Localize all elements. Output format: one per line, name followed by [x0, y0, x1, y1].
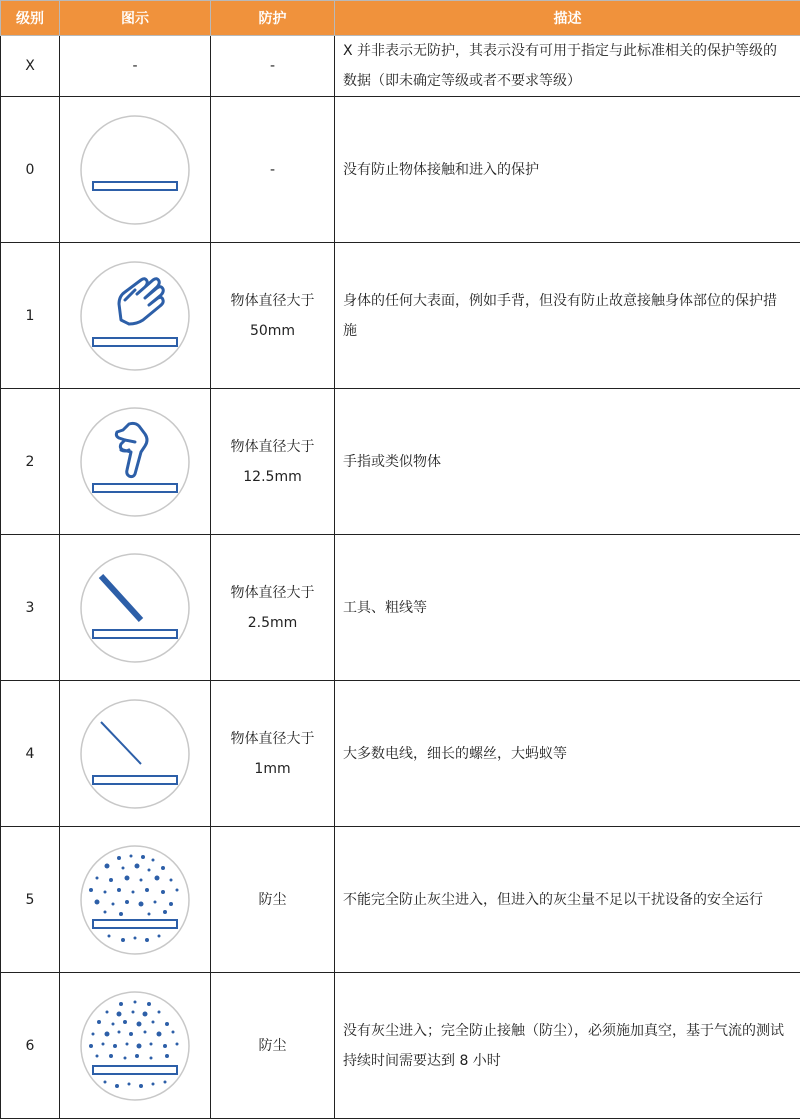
header-protection: 防护	[211, 1, 335, 36]
table-row	[1, 827, 800, 973]
level-cell: 1	[1, 243, 60, 389]
description-cell: 手指或类似物体	[335, 389, 800, 535]
level-cell: X	[1, 36, 60, 97]
table-row	[1, 535, 800, 681]
table-row	[1, 36, 800, 97]
pictogram-cell	[60, 535, 211, 681]
level-cell: 2	[1, 389, 60, 535]
level-cell: 5	[1, 827, 60, 973]
pictogram-cell	[60, 973, 211, 1119]
thin-wire-icon	[79, 698, 191, 810]
table-header-row	[1, 1, 800, 36]
pictogram-cell	[60, 97, 211, 243]
pictogram-cell: -	[60, 36, 211, 97]
hand-icon	[79, 260, 191, 372]
level-cell: 4	[1, 681, 60, 827]
table-row	[1, 243, 800, 389]
header-pictogram: 图示	[60, 1, 211, 36]
thick-tool-icon	[79, 552, 191, 664]
pictogram-cell	[60, 243, 211, 389]
table-row	[1, 389, 800, 535]
description-cell: 没有灰尘进入；完全防止接触（防尘），必须施加真空，基于气流的测试持续时间需要达到 8 小时	[335, 973, 800, 1119]
description-cell: 没有防止物体接触和进入的保护	[335, 97, 800, 243]
pictogram-cell	[60, 681, 211, 827]
description-cell: 不能完全防止灰尘进入，但进入的灰尘量不足以干扰设备的安全运行	[335, 827, 800, 973]
protection-cell: 物体直径大于 1mm	[211, 681, 335, 827]
description-cell: 身体的任何大表面，例如手背，但没有防止故意接触身体部位的保护措施	[335, 243, 800, 389]
dust-partial-icon	[79, 844, 191, 956]
description-cell: 大多数电线，细长的螺丝，大蚂蚁等	[335, 681, 800, 827]
table-row	[1, 973, 800, 1119]
protection-cell: 物体直径大于 2.5mm	[211, 535, 335, 681]
table-row	[1, 97, 800, 243]
level-cell: 6	[1, 973, 60, 1119]
dust-tight-icon	[79, 990, 191, 1102]
protection-cell: 物体直径大于 12.5mm	[211, 389, 335, 535]
pictogram-cell	[60, 827, 211, 973]
level-cell: 0	[1, 97, 60, 243]
pointing-finger-icon	[79, 406, 191, 518]
description-cell: 工具、粗线等	[335, 535, 800, 681]
description-cell: X 并非表示无防护，其表示没有可用于指定与此标准相关的保护等级的数据（即未确定等级或者不要求等级）	[335, 36, 800, 97]
protection-cell: 防尘	[211, 973, 335, 1119]
protection-cell: -	[211, 97, 335, 243]
protection-cell: 防尘	[211, 827, 335, 973]
level-cell: 3	[1, 535, 60, 681]
header-level: 级别	[1, 1, 60, 36]
pictogram-cell	[60, 389, 211, 535]
protection-cell: -	[211, 36, 335, 97]
table-row	[1, 681, 800, 827]
header-description: 描述	[335, 1, 800, 36]
empty-circle-icon	[79, 114, 191, 226]
protection-cell: 物体直径大于 50mm	[211, 243, 335, 389]
